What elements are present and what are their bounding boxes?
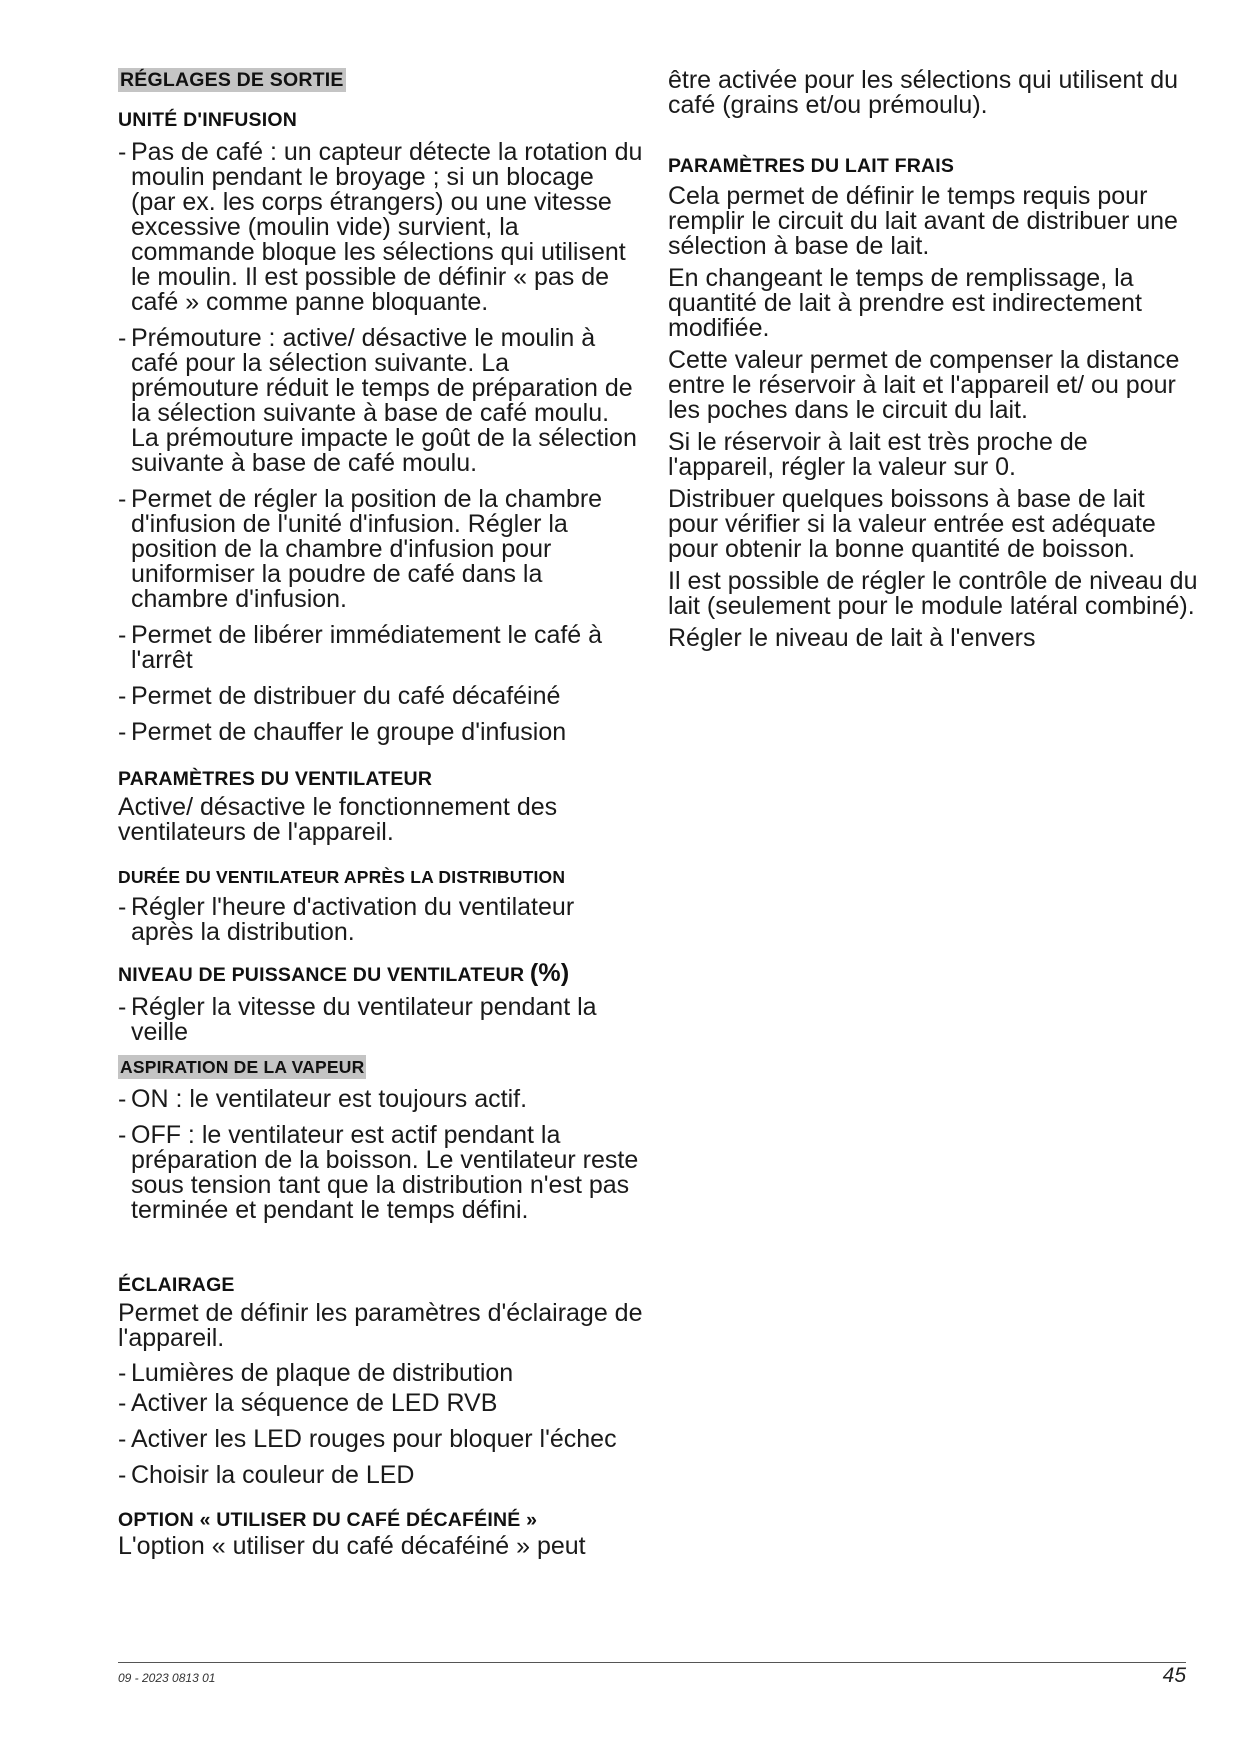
lait-paragraph: Si le réservoir à lait est très proche de l'appareil, régler la valeur sur 0. <box>668 428 1088 481</box>
continuation-text: être activée pour les sélections qui utilisent du café (grains et/ou prémoulu). <box>668 66 1179 119</box>
list-item: - OFF : le ventilateur est actif pendant la préparation de la boisson. Le ventilateur reste sous tension tant que la distribution n'est pas terminée et pendant le temps défini. <box>118 1121 639 1224</box>
left-column <box>118 68 643 1566</box>
page-number: 45 <box>1162 1664 1186 1687</box>
heading-parametres-ventilateur: PARAMÈTRES DU VENTILATEUR <box>118 768 433 790</box>
list-item: - Permet de régler la position de la chambre d'infusion de l'unité d'infusion. Régler la position de la chambre d'infusion pour uniformiser la poudre de café dans la chambre d'infusion. <box>118 485 603 613</box>
list-item: - Choisir la couleur de LED <box>118 1461 415 1489</box>
heading-niveau-puissance: NIVEAU DE PUISSANCE DU VENTILATEUR (%) <box>118 959 570 987</box>
lait-paragraph: Distribuer quelques boissons à base de lait pour vérifier si la valeur entrée est adéquate pour obtenir la bonne quantité de boisson. <box>668 485 1156 563</box>
ventilateur-text: Active/ désactive le fonctionnement des ventilateurs de l'appareil. <box>118 793 558 846</box>
heading-duree-ventilateur: DURÉE DU VENTILATEUR APRÈS LA DISTRIBUTION <box>118 867 566 887</box>
lait-paragraph: Cela permet de définir le temps requis pour remplir le circuit du lait avant de distribuer une sélection à base de lait. <box>668 182 1178 260</box>
lait-paragraph: Régler le niveau de lait à l'envers <box>668 624 1036 652</box>
heading-unite-infusion: UNITÉ D'INFUSION <box>118 109 298 131</box>
heading-eclairage: ÉCLAIRAGE <box>118 1274 235 1296</box>
list-item: - ON : le ventilateur est toujours actif. <box>118 1085 528 1113</box>
list-item: - Lumières de plaque de distribution <box>118 1359 514 1387</box>
list-item: - Permet de chauffer le groupe d'infusion <box>118 718 567 746</box>
list-item: - Pas de café : un capteur détecte la rotation du moulin pendant le broyage ; si un blocage (par ex. les corps étrangers) ou une vitesse excessive (moulin vide) survient, la commande bloque les sélections qui utilisent le moulin. Il est possible de définir « pas de café » comme panne bloquante. <box>118 138 643 316</box>
list-item: - Activer la séquence de LED RVB <box>118 1389 498 1417</box>
list-item: - Activer les LED rouges pour bloquer l'échec <box>118 1425 617 1453</box>
heading-reglages-de-sortie: RÉGLAGES DE SORTIE <box>120 69 344 91</box>
list-item: - Permet de distribuer du café décaféiné <box>118 682 561 710</box>
heading-option-decafeine: OPTION « UTILISER DU CAFÉ DÉCAFÉINÉ » <box>118 1509 538 1531</box>
right-column <box>668 68 1198 658</box>
heading-parametres-lait: PARAMÈTRES DU LAIT FRAIS <box>668 155 955 177</box>
list-item: - Régler l'heure d'activation du ventilateur après la distribution. <box>118 893 575 946</box>
list-item: - Prémouture : active/ désactive le moulin à café pour la sélection suivante. La prémouture réduit le temps de préparation de la sélection suivante à base de café moulu. La prémouture impacte le goût de la sélection suivante à base de café moulu. <box>118 324 637 477</box>
option-text: L'option « utiliser du café décaféiné » peut <box>118 1532 586 1560</box>
heading-aspiration-vapeur: ASPIRATION DE LA VAPEUR <box>120 1057 365 1077</box>
lait-paragraph: Il est possible de régler le contrôle de niveau du lait (seulement pour le module latéral combiné). <box>668 567 1198 620</box>
lait-paragraph: En changeant le temps de remplissage, la quantité de lait à prendre est indirectement modifiée. <box>668 264 1142 342</box>
list-item: - Permet de libérer immédiatement le café à l'arrêt <box>118 621 603 674</box>
lait-paragraph: Cette valeur permet de compenser la distance entre le réservoir à lait et l'appareil et/ ou pour les poches dans le circuit du lait. <box>668 346 1180 424</box>
list-item: - Régler la vitesse du ventilateur pendant la veille <box>118 993 597 1046</box>
eclairage-text: Permet de définir les paramètres d'éclairage de l'appareil. <box>118 1299 643 1352</box>
footer-document-code: 09 - 2023 0813 01 <box>118 1671 216 1685</box>
footer-divider <box>118 1662 1186 1663</box>
